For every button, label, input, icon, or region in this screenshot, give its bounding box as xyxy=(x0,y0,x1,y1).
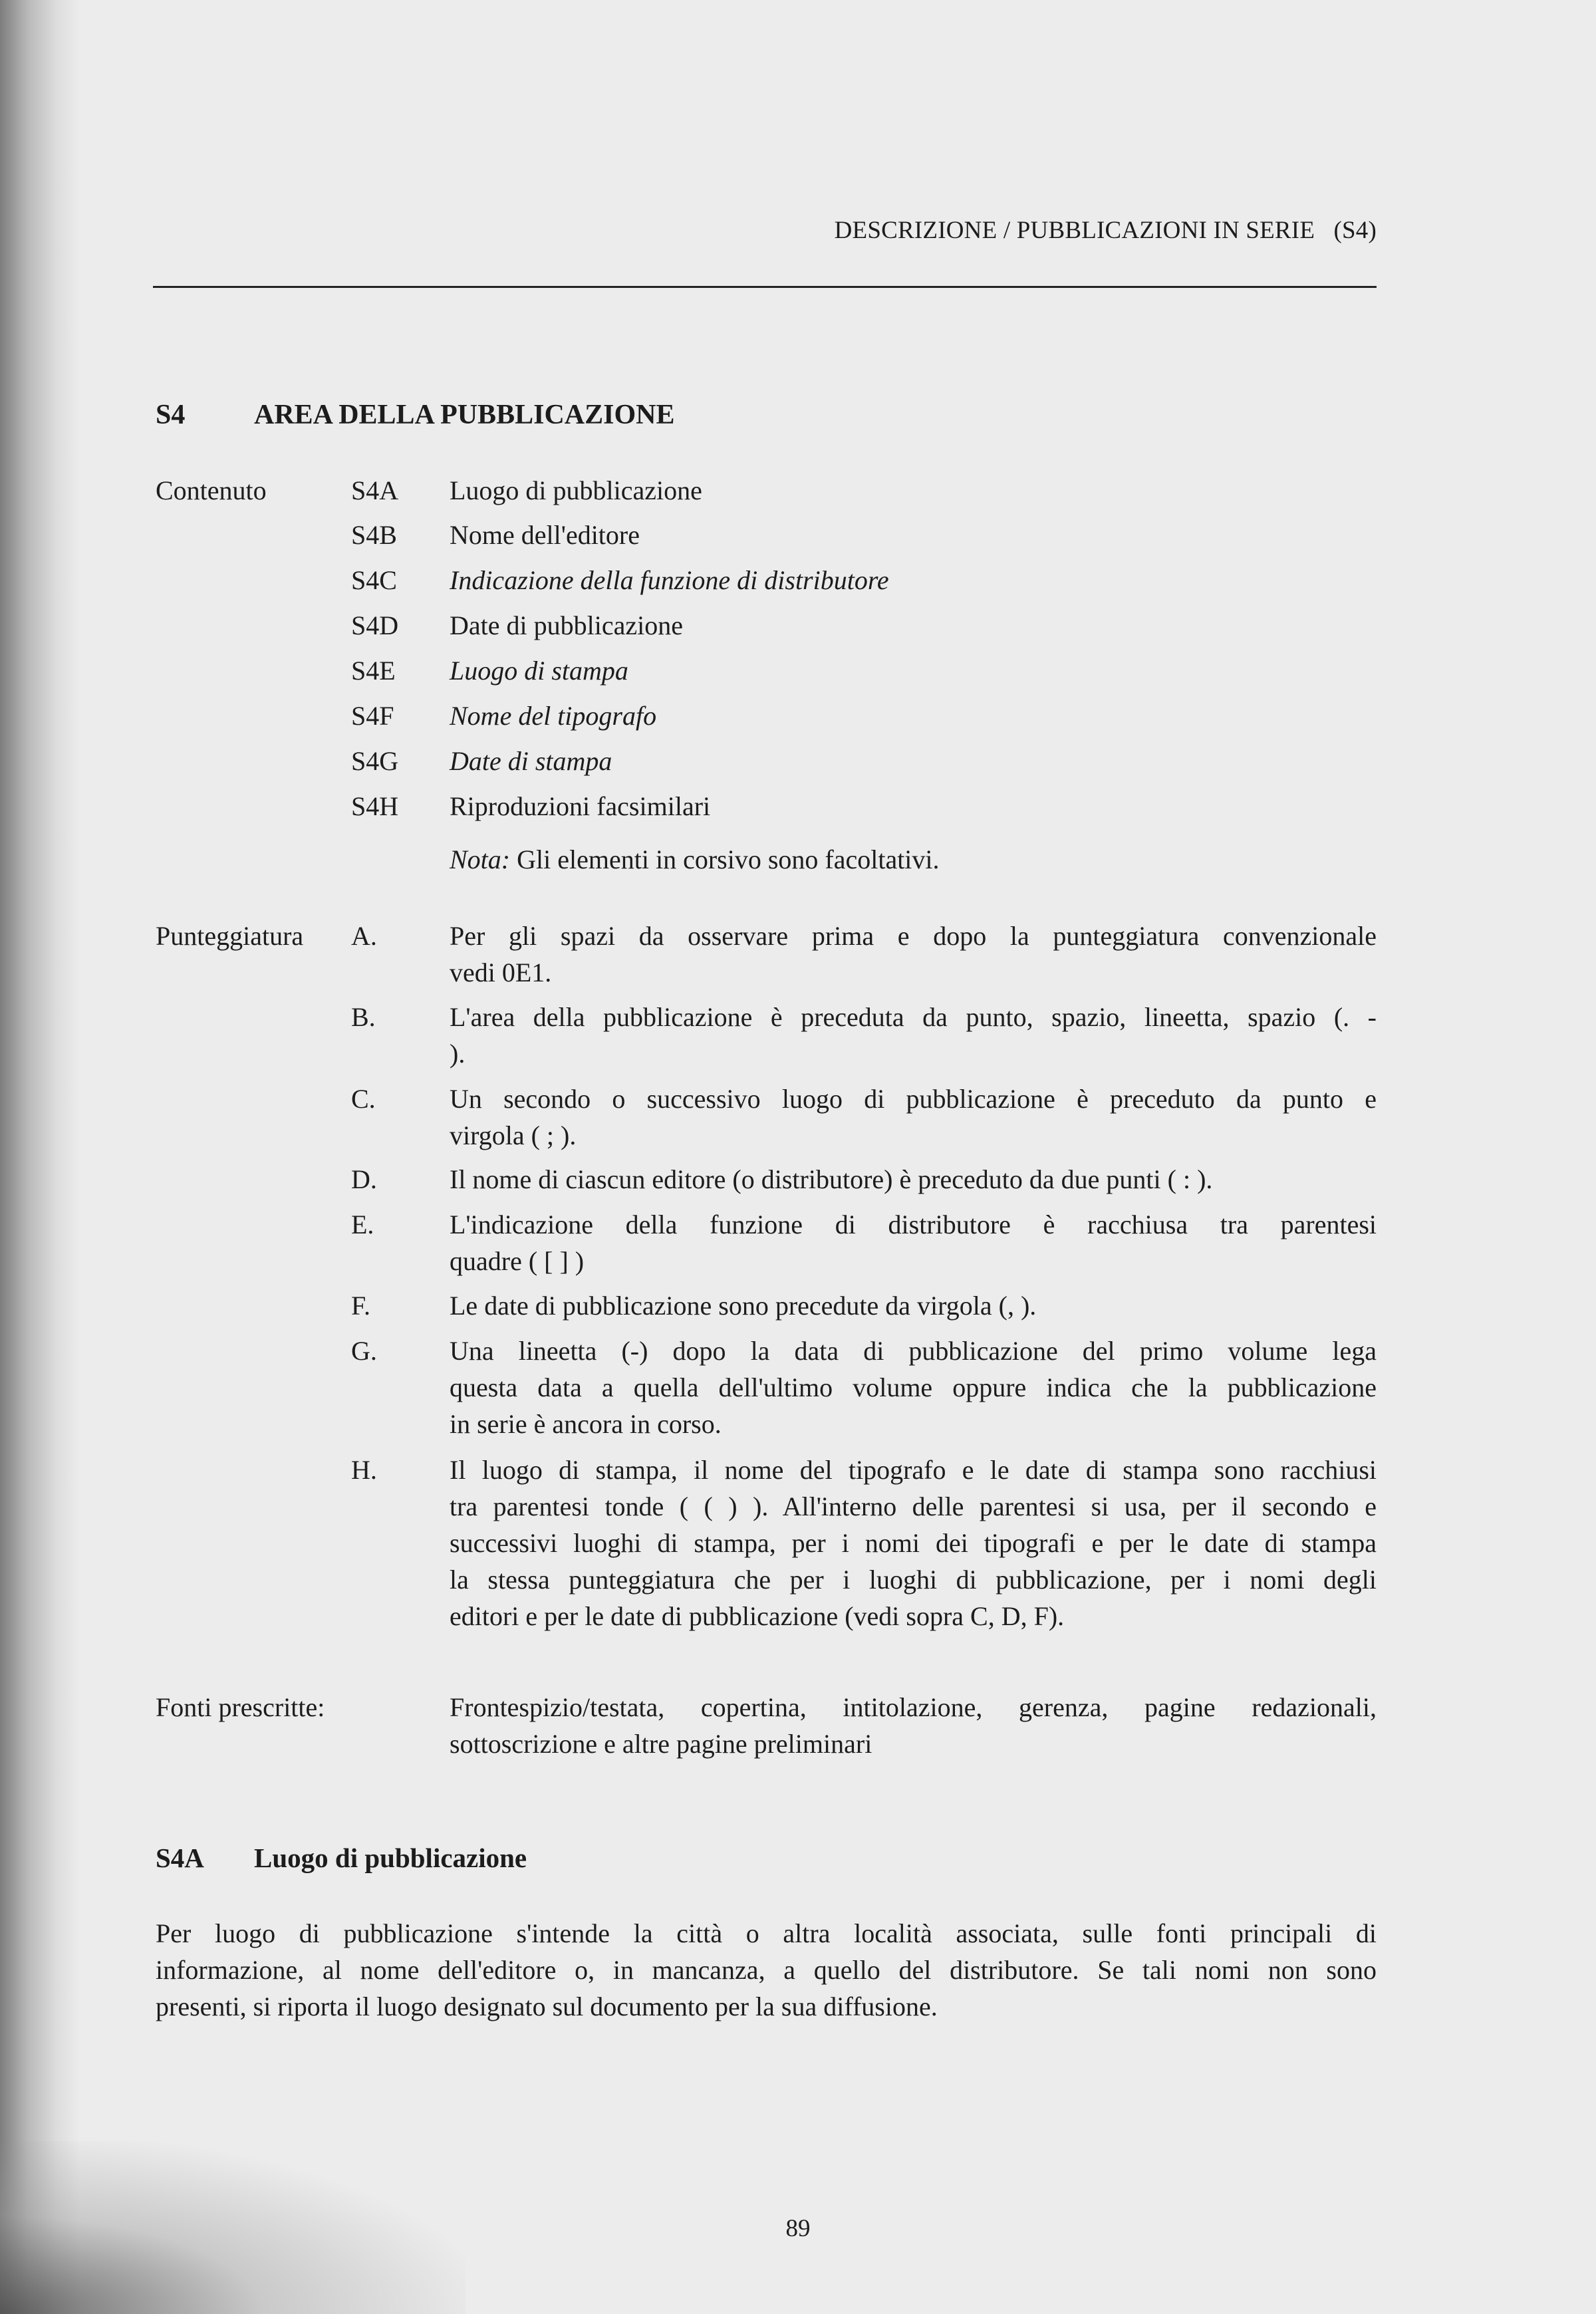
rule-line: Un secondo o successivo luogo di pubblicazione è preceduto da punto e xyxy=(450,1084,1377,1114)
subsection-code: S4A xyxy=(156,1843,204,1873)
punteggiatura-code: A. xyxy=(351,921,377,951)
contenuto-text: Nome del tipografo xyxy=(450,701,657,731)
punteggiatura-code: B. xyxy=(351,1002,376,1032)
contenuto-code: S4G xyxy=(351,746,399,776)
fonti-label: Fonti prescritte: xyxy=(156,1692,325,1722)
rule-line: successivi luoghi di stampa, per i nomi dei tipografi e per le date di stampa xyxy=(450,1528,1377,1558)
contenuto-code: S4A xyxy=(351,475,399,505)
section-heading xyxy=(156,399,674,431)
contenuto-code: S4F xyxy=(351,701,394,731)
contenuto-note xyxy=(450,841,1377,878)
rule-line: Il luogo di stampa, il nome del tipografo e le date di stampa sono racchiusi xyxy=(450,1455,1377,1485)
punteggiatura-code: F. xyxy=(351,1291,371,1321)
contenuto-text: Luogo di pubblicazione xyxy=(450,475,702,505)
section-code: S4 xyxy=(156,400,186,430)
fonti-line: sottoscrizione e altre pagine preliminari xyxy=(450,1729,872,1759)
paragraph-line: informazione, al nome dell'editore o, in mancanza, a quello del distributore. Se tali nomi non sono xyxy=(156,1955,1377,1985)
page-gutter-shadow xyxy=(0,0,80,2314)
punteggiatura-label: Punteggiatura xyxy=(156,921,304,951)
rule-line: la stessa punteggiatura che per i luoghi di pubblicazione, per i nomi degli xyxy=(450,1565,1377,1595)
punteggiatura-code: H. xyxy=(351,1455,377,1485)
rule-line: L'indicazione della funzione di distributore è racchiusa tra parentesi xyxy=(450,1210,1377,1239)
rule-line: tra parentesi tonde ( ( ) ). All'interno delle parentesi si usa, per il secondo e xyxy=(450,1491,1377,1521)
contenuto-text: Riproduzioni facsimilari xyxy=(450,791,711,821)
punteggiatura-rule xyxy=(450,1161,1377,1198)
rule-line: vedi 0E1. xyxy=(450,958,552,987)
note-text: Gli elementi in corsivo sono facoltativi. xyxy=(510,844,940,874)
contenuto-text: Nome dell'editore xyxy=(450,520,640,550)
rule-line: questa data a quella dell'ultimo volume oppure indica che la pubblicazione xyxy=(450,1372,1377,1402)
header-rule xyxy=(153,286,1377,288)
contenuto-code: S4E xyxy=(351,656,396,686)
punteggiatura-code: G. xyxy=(351,1336,377,1366)
fonti-line: Frontespizio/testata, copertina, intitolazione, gerenza, pagine redazionali, xyxy=(450,1692,1377,1722)
rule-line: Le date di pubblicazione sono precedute da virgola (, ). xyxy=(450,1291,1037,1321)
punteggiatura-rule xyxy=(450,999,1377,1072)
punteggiatura-rule xyxy=(450,1206,1377,1279)
contenuto-code: S4C xyxy=(351,565,397,595)
paragraph-line: Per luogo di pubblicazione s'intende la città o altra località associata, sulle fonti principali di xyxy=(156,1918,1377,1948)
fonti-text xyxy=(450,1689,1377,1762)
rule-line: Per gli spazi da osservare prima e dopo la punteggiatura convenzionale xyxy=(450,921,1377,951)
contenuto-text: Luogo di stampa xyxy=(450,656,628,686)
rule-line: ). xyxy=(450,1039,466,1069)
punteggiatura-rule xyxy=(450,918,1377,991)
page-number: 89 xyxy=(785,2215,811,2242)
punteggiatura-rule xyxy=(450,1081,1377,1154)
punteggiatura-code: C. xyxy=(351,1084,376,1114)
punteggiatura-code: D. xyxy=(351,1164,377,1194)
contenuto-label: Contenuto xyxy=(156,475,267,505)
rule-line: editori e per le date di pubblicazione (vedi sopra C, D, F). xyxy=(450,1601,1065,1631)
rule-line: quadre ( [ ] ) xyxy=(450,1246,585,1276)
rule-line: L'area della pubblicazione è preceduta da punto, spazio, lineetta, spazio (. - xyxy=(450,1002,1377,1032)
contenuto-code: S4H xyxy=(351,791,399,821)
running-header: DESCRIZIONE / PUBBLICAZIONI IN SERIE (S4) xyxy=(834,217,1377,244)
rule-line: Il nome di ciascun editore (o distributore) è preceduto da due punti ( : ). xyxy=(450,1164,1213,1194)
body-paragraph xyxy=(156,1915,1377,2025)
punteggiatura-rule xyxy=(450,1333,1377,1442)
contenuto-code: S4B xyxy=(351,520,397,550)
rule-line: in serie è ancora in corso. xyxy=(450,1409,722,1439)
rule-line: Una lineetta (-) dopo la data di pubblicazione del primo volume lega xyxy=(450,1336,1377,1366)
paragraph-line: presenti, si riporta il luogo designato sul documento per la sua diffusione. xyxy=(156,1992,938,2021)
note-label: Nota: xyxy=(450,844,511,874)
punteggiatura-rule xyxy=(450,1452,1377,1634)
subsection-title: Luogo di pubblicazione xyxy=(254,1843,527,1873)
contenuto-text: Date di stampa xyxy=(450,746,612,776)
section-title: AREA DELLA PUBBLICAZIONE xyxy=(254,400,675,430)
contenuto-text: Indicazione della funzione di distributore xyxy=(450,565,889,595)
rule-line: virgola ( ; ). xyxy=(450,1120,577,1150)
contenuto-text: Date di pubblicazione xyxy=(450,610,683,640)
punteggiatura-rule xyxy=(450,1287,1377,1324)
contenuto-code: S4D xyxy=(351,610,399,640)
punteggiatura-code: E. xyxy=(351,1210,374,1239)
subsection-heading xyxy=(156,1842,527,1874)
